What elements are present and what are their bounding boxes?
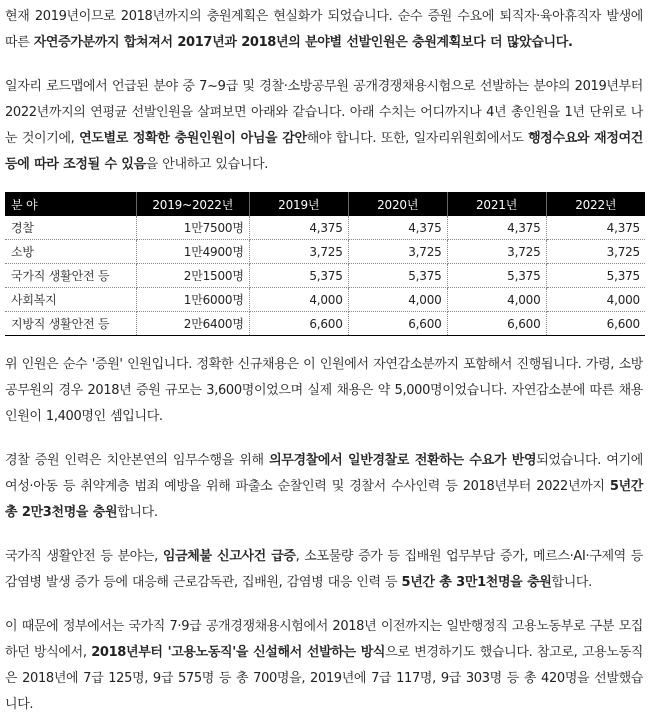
table-cell: 경찰: [5, 216, 136, 240]
table-header-row: [5, 192, 645, 216]
header-cell: 2020년: [348, 192, 447, 216]
paragraph-text: , 소포물량 증가 등 집배원 업무부담 증가, 메르스·AI·구제역 등 감염병 발생 증가 등에 대응해 근로감독관, 집배원, 감염병 대응 인력 등: [5, 549, 644, 590]
table-cell: 1만4900명: [136, 240, 249, 264]
paragraph-text: 현재 2019년이므로 2018년까지의 충원계획은 현실화가 되었습니다. 순수 증원 수요에 퇴직자·육아휴직자 발생에 따른: [5, 9, 643, 50]
table-cell: 4,000: [546, 288, 645, 312]
paragraph-5: [5, 544, 643, 596]
table-cell: 4,375: [249, 216, 348, 240]
table-cell: 4,375: [447, 216, 546, 240]
emphasis-text: 5년간 총 3만1천명을 충원: [401, 575, 552, 590]
table-cell: 5,375: [546, 264, 645, 288]
header-cell: 2019~2022년: [136, 192, 249, 216]
table-cell: 6,600: [249, 312, 348, 336]
emphasis-text: 2018년부터 '고용노동직'을 신설해서 선발하는 방식: [91, 645, 386, 660]
emphasis-text: 연도별로 정확한 충원인원이 아님을 감안: [79, 131, 307, 146]
paragraph-text: 위 인원은 순수 '증원' 인원입니다. 정확한 신규채용은 이 인원에서 자연감소분까지 포함해서 진행됩니다. 가령, 소방공무원의 경우 2018년 증원 규모는 3,600명이었으며 실제 채용은 약 5,000명이었습니다. 자연감소분에 따른 채용인원이 1,400명인 셈입니다.: [5, 357, 643, 424]
table-row: [5, 216, 645, 240]
table-cell: 3,725: [546, 240, 645, 264]
header-cell: 2022년: [546, 192, 645, 216]
table-cell: 3,725: [447, 240, 546, 264]
paragraph-text: 일자리 로드맵에서 언급된 분야 중 7~9급 및 경찰·소방공무원 공개경쟁채용시험으로 선발하는 분야의 2019년부터 2022년까지의 연평균 선발인원을 살펴보면 아래와 같습니다. 아래 수치는 어디까지나 4년 총인원을 1년 단위로 나눈 것이기에,: [5, 79, 643, 146]
table-cell: 5,375: [447, 264, 546, 288]
table-row: [5, 240, 645, 264]
paragraph-text: 합니다.: [117, 505, 158, 520]
paragraph-text: 국가직 생활안전 등 분야는,: [5, 549, 163, 564]
paragraph-3: [5, 352, 643, 430]
table-cell: 4,375: [348, 216, 447, 240]
table-cell: 5,375: [249, 264, 348, 288]
header-cell: 2019년: [249, 192, 348, 216]
paragraph-text: 경찰 증원 인력은 치안본연의 임무수행을 위해: [5, 453, 270, 468]
paragraph-text: 합니다.: [551, 575, 592, 590]
hiring-table: [5, 192, 645, 336]
table-row: [5, 288, 645, 312]
table-cell: 국가직 생활안전 등: [5, 264, 136, 288]
table-cell: 사회복지: [5, 288, 136, 312]
emphasis-text: 의무경찰에서 일반경찰로 전환하는 수요가 반영: [269, 453, 537, 468]
table-cell: 6,600: [447, 312, 546, 336]
paragraph-text: 이 때문에 정부에서는 국가직 7·9급 공개경쟁채용시험에서 2018년 이전까지는 일반행정직 고용노동부로 구분 모집하던 방식에서,: [5, 619, 643, 660]
table-cell: 4,000: [447, 288, 546, 312]
table-cell: 3,725: [348, 240, 447, 264]
table-row: [5, 264, 645, 288]
paragraph-1: [5, 4, 643, 56]
paragraph-text: 해야 합니다. 또한, 일자리위원회에서도: [306, 131, 529, 146]
table-row: [5, 312, 645, 336]
table-cell: 4,000: [348, 288, 447, 312]
document-body: [5, 4, 643, 718]
paragraph-text: 으로 변경하기도 했습니다. 참고로, 고용노동직은 2018년에 7급 125명, 9급 575명 등 총 700명을, 2019년에 7급 117명, 9급 303명 등 총 420명을 선발했습니다.: [5, 645, 643, 712]
emphasis-text: 5년간 총 2만3천명을 충원: [5, 479, 643, 520]
emphasis-text: 임금체불 신고사건 급증: [162, 549, 296, 564]
header-cell: 2021년: [447, 192, 546, 216]
table-cell: 5,375: [348, 264, 447, 288]
header-cell: 분 야: [5, 192, 136, 216]
table-cell: 1만7500명: [136, 216, 249, 240]
table-cell: 4,000: [249, 288, 348, 312]
emphasis-text: 자연증가분까지 합쳐져서 2017년과 2018년의 분야별 선발인원은 충원계획보다 더 많았습니다.: [33, 35, 573, 50]
table-cell: 지방직 생활안전 등: [5, 312, 136, 336]
table-cell: 2만1500명: [136, 264, 249, 288]
table-cell: 1만6000명: [136, 288, 249, 312]
table-cell: 3,725: [249, 240, 348, 264]
table-cell: 6,600: [546, 312, 645, 336]
paragraph-6: [5, 614, 643, 718]
table-cell: 소방: [5, 240, 136, 264]
paragraph-text: 을 안내하고 있습니다.: [145, 157, 269, 172]
table-cell: 2만6400명: [136, 312, 249, 336]
paragraph-4: [5, 448, 643, 526]
table-cell: 6,600: [348, 312, 447, 336]
paragraph-text: 되었습니다. 여기에 여성·아동 등 취약계층 범죄 예방을 위해 파출소 순찰인력 및 경찰서 수사인력 등 2018년부터 2022년까지: [5, 453, 643, 494]
table-cell: 4,375: [546, 216, 645, 240]
emphasis-text: 행정수요와 재정여건 등에 따라 조정될 수 있음: [5, 131, 643, 172]
paragraph-2: [5, 74, 643, 178]
